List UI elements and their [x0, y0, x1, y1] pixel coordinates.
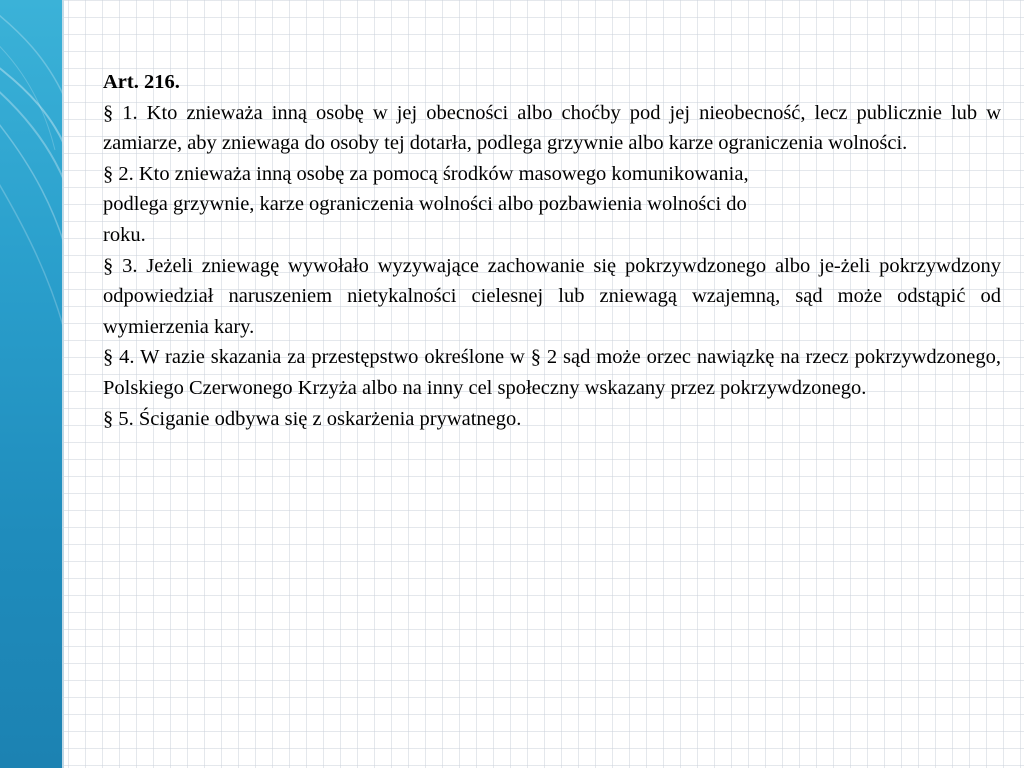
decorative-sidebar [0, 0, 64, 768]
article-heading: Art. 216. [103, 71, 180, 93]
sidebar-swirl-decoration [0, 0, 64, 768]
paragraph-1: § 1. Kto znieważa inną osobę w jej obecności albo choćby pod jej nieobecność, lecz publicznie lub w zamiarze, aby zniewaga do osoby tej dotarła, podlega grzywnie albo karze ograniczenia wolności. [103, 101, 1001, 155]
paragraph-4: § 4. W razie skazania za przestępstwo określone w § 2 sąd może orzec nawiązkę na rzecz pokrzywdzonego, Polskiego Czerwonego Krzyża albo na inny cel społeczny wskazany przez pokrzywdzonego. [103, 346, 1001, 399]
paragraph-2-line-3: roku. [103, 223, 146, 246]
paragraph-3: § 3. Jeżeli zniewagę wywołało wyzywające zachowanie się pokrzywdzonego albo je-żeli pokrzywdzony odpowiedział naruszeniem nietykalności cielesnej lub zniewagą wzajemną, sąd może odstąpić od wymierzenia kary. [103, 254, 1001, 338]
legal-article-text [103, 67, 1001, 434]
article-paragraphs [103, 98, 1001, 435]
paragraph-2 [103, 159, 1001, 251]
sidebar-edge [62, 0, 64, 768]
paragraph-2-line-2: podlega grzywnie, karze ograniczenia wolności albo pozbawienia wolności do [103, 193, 747, 216]
paragraph-2-line-1: § 2. Kto znieważa inną osobę za pomocą środków masowego komunikowania, [103, 162, 749, 185]
paragraph-5: § 5. Ściganie odbywa się z oskarżenia prywatnego. [103, 407, 522, 430]
